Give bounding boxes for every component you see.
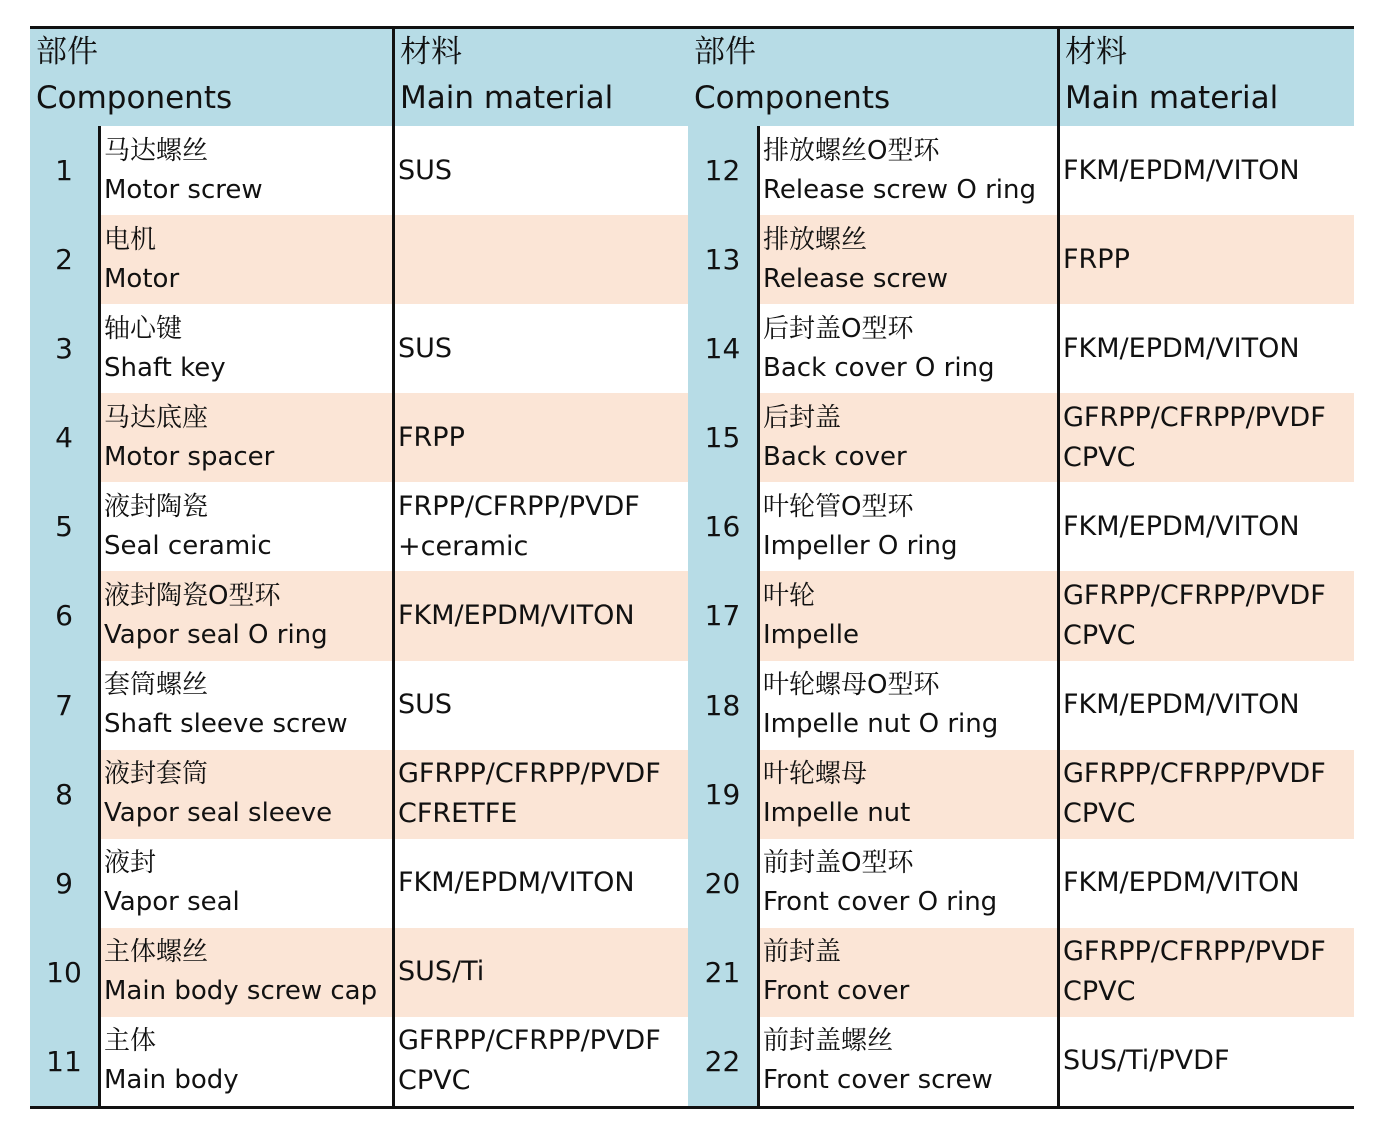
component-left-line1: 液封套筒	[104, 759, 209, 790]
row-number-left	[30, 661, 98, 750]
component-right-line1: 叶轮管O型环	[763, 491, 914, 522]
material-right-line2: CPVC	[1063, 798, 1136, 830]
column-divider	[757, 126, 760, 1106]
material-left	[392, 661, 688, 750]
material-right-line1: FKM/EPDM/VITON	[1063, 332, 1300, 364]
material-right-line1: FKM/EPDM/VITON	[1063, 867, 1300, 899]
material-left-line1: SUS	[398, 332, 453, 364]
component-right	[757, 839, 1057, 928]
table-row	[30, 393, 1354, 482]
row-number-right	[688, 215, 757, 304]
table-row	[30, 661, 1354, 750]
material-right	[1057, 1017, 1354, 1106]
component-right-line2: Front cover screw	[763, 1065, 993, 1096]
component-right-line1: 排放螺丝	[763, 224, 868, 255]
material-right-line1: FKM/EPDM/VITON	[1063, 689, 1300, 721]
row-number-left-text: 4	[55, 421, 73, 455]
material-right	[1057, 750, 1354, 839]
material-right-line1: FKM/EPDM/VITON	[1063, 510, 1300, 542]
material-left-line1: GFRPP/CFRPP/PVDF	[398, 1025, 661, 1057]
row-number-left	[30, 482, 98, 571]
row-number-right	[688, 839, 757, 928]
material-left-line1: SUS	[398, 689, 453, 721]
material-left	[392, 482, 688, 571]
material-left-line1: FRPP/CFRPP/PVDF	[398, 490, 640, 522]
material-right-line1: GFRPP/CFRPP/PVDF	[1063, 401, 1326, 433]
component-right	[757, 304, 1057, 393]
column-divider	[1057, 29, 1060, 1106]
table-body	[30, 126, 1354, 1106]
component-left-line1: 主体	[104, 1026, 157, 1057]
component-right-line1: 后封盖O型环	[763, 313, 914, 344]
material-right	[1057, 304, 1354, 393]
material-right-line2: CPVC	[1063, 441, 1136, 473]
component-right-line2: Impelle nut O ring	[763, 709, 999, 740]
row-number-right-text: 20	[704, 866, 741, 900]
header-right-components-en: Components	[694, 80, 891, 116]
component-left	[98, 482, 392, 571]
component-left-line2: Main body screw cap	[104, 976, 378, 1007]
header-left-material	[394, 29, 688, 126]
material-right	[1057, 393, 1354, 482]
material-left	[392, 304, 688, 393]
component-right-line1: 排放螺丝O型环	[763, 135, 940, 166]
material-right	[1057, 126, 1354, 215]
component-left-line1: 马达底座	[104, 402, 209, 433]
row-number-right-text: 13	[704, 243, 741, 277]
row-number-right-text: 16	[704, 510, 741, 544]
material-right	[1057, 839, 1354, 928]
table-row	[30, 482, 1354, 571]
component-right-line2: Front cover	[763, 976, 910, 1007]
row-number-left-text: 8	[55, 777, 73, 811]
component-left-line1: 轴心键	[104, 313, 183, 344]
header-left-components-cn: 部件	[36, 34, 98, 70]
component-left-line2: Vapor seal	[104, 887, 240, 918]
material-left	[392, 928, 688, 1017]
component-left-line1: 套筒螺丝	[104, 670, 209, 701]
material-right	[1057, 571, 1354, 660]
material-right-line1: FRPP	[1063, 243, 1130, 275]
row-number-left-text: 2	[55, 243, 73, 277]
component-right	[757, 215, 1057, 304]
header-right-material-cn: 材料	[1065, 34, 1127, 70]
row-number-right-text: 14	[704, 332, 741, 366]
component-left-line2: Vapor seal O ring	[104, 619, 328, 650]
component-right	[757, 482, 1057, 571]
row-number-left-text: 1	[55, 154, 73, 188]
row-number-right	[688, 571, 757, 660]
header-left-material-en: Main material	[400, 80, 614, 116]
component-right	[757, 750, 1057, 839]
component-left-line1: 液封陶瓷O型环	[104, 580, 281, 611]
component-right-line1: 后封盖	[763, 402, 842, 433]
header-left-components-en: Components	[36, 80, 233, 116]
component-right	[757, 126, 1057, 215]
table-row	[30, 839, 1354, 928]
component-left	[98, 304, 392, 393]
component-left	[98, 393, 392, 482]
row-number-left	[30, 215, 98, 304]
row-number-left-text: 6	[55, 599, 73, 633]
table-row	[30, 126, 1354, 215]
table-row	[30, 750, 1354, 839]
material-left-line1: FKM/EPDM/VITON	[398, 599, 635, 631]
component-right-line2: Front cover O ring	[763, 887, 998, 918]
column-divider	[98, 126, 101, 1106]
table-header	[30, 29, 1354, 126]
row-number-left	[30, 928, 98, 1017]
component-left	[98, 750, 392, 839]
row-number-right	[688, 1017, 757, 1106]
material-left-line1: FRPP	[398, 421, 465, 453]
component-right-line1: 叶轮螺母	[763, 759, 868, 790]
component-left-line1: 液封	[104, 848, 157, 879]
row-number-right-text: 21	[704, 955, 741, 989]
component-right-line2: Impelle nut	[763, 798, 911, 829]
table-row	[30, 571, 1354, 660]
component-left-line2: Shaft key	[104, 352, 226, 383]
material-left	[392, 393, 688, 482]
component-left-line2: Shaft sleeve screw	[104, 709, 348, 740]
row-number-left-text: 11	[46, 1044, 82, 1078]
component-left-line1: 马达螺丝	[104, 135, 209, 166]
component-right-line2: Impeller O ring	[763, 530, 958, 561]
material-left-line2: +ceramic	[398, 530, 529, 562]
material-right-line1: SUS/Ti/PVDF	[1063, 1045, 1230, 1077]
row-number-right	[688, 126, 757, 215]
row-number-left	[30, 304, 98, 393]
material-left	[392, 571, 688, 660]
component-left-line2: Main body	[104, 1065, 239, 1096]
component-right-line2: Release screw O ring	[763, 174, 1036, 205]
bottom-border	[30, 1106, 1354, 1109]
row-number-right-text: 19	[704, 777, 741, 811]
row-number-right	[688, 750, 757, 839]
header-right-material	[1059, 29, 1354, 126]
component-left	[98, 571, 392, 660]
row-number-right	[688, 393, 757, 482]
material-left-line1: FKM/EPDM/VITON	[398, 867, 635, 899]
component-left-line1: 主体螺丝	[104, 937, 209, 968]
table-row	[30, 928, 1354, 1017]
header-right-components-cn: 部件	[694, 34, 756, 70]
row-number-left	[30, 571, 98, 660]
component-left	[98, 839, 392, 928]
component-left-line1: 电机	[104, 224, 157, 255]
component-right-line1: 前封盖	[763, 937, 842, 968]
component-left-line2: Motor screw	[104, 174, 263, 205]
material-right-line2: CPVC	[1063, 976, 1136, 1008]
material-left	[392, 215, 688, 304]
material-right	[1057, 928, 1354, 1017]
component-left	[98, 928, 392, 1017]
material-left	[392, 1017, 688, 1106]
material-right-line1: FKM/EPDM/VITON	[1063, 154, 1300, 186]
material-right	[1057, 661, 1354, 750]
header-left-components	[30, 29, 394, 126]
row-number-left-text: 3	[55, 332, 73, 366]
component-left	[98, 126, 392, 215]
header-right-material-en: Main material	[1065, 80, 1279, 116]
component-right	[757, 928, 1057, 1017]
row-number-left	[30, 839, 98, 928]
table-row	[30, 304, 1354, 393]
row-number-left-text: 5	[55, 510, 73, 544]
component-right-line2: Back cover O ring	[763, 352, 995, 383]
row-number-left	[30, 393, 98, 482]
header-left-material-cn: 材料	[400, 34, 462, 70]
row-number-right-text: 22	[704, 1044, 741, 1078]
material-right	[1057, 482, 1354, 571]
material-right	[1057, 215, 1354, 304]
table-row	[30, 215, 1354, 304]
material-right-line1: GFRPP/CFRPP/PVDF	[1063, 758, 1326, 790]
row-number-right-text: 12	[704, 154, 741, 188]
column-divider	[392, 29, 395, 1106]
row-number-left-text: 10	[46, 955, 82, 989]
row-number-left	[30, 750, 98, 839]
component-left-line2: Motor	[104, 263, 180, 294]
row-number-left	[30, 126, 98, 215]
row-number-left-text: 9	[55, 866, 73, 900]
material-right-line1: GFRPP/CFRPP/PVDF	[1063, 936, 1326, 968]
material-left-line1: GFRPP/CFRPP/PVDF	[398, 758, 661, 790]
material-right-line2: CPVC	[1063, 619, 1136, 651]
table-row	[30, 1017, 1354, 1106]
component-left-line2: Vapor seal sleeve	[104, 798, 333, 829]
component-right-line1: 叶轮螺母O型环	[763, 670, 940, 701]
material-left-line1: SUS	[398, 154, 453, 186]
header-right-components	[688, 29, 1059, 126]
component-right-line2: Impelle	[763, 619, 859, 650]
component-right	[757, 661, 1057, 750]
component-right	[757, 393, 1057, 482]
material-right-line1: GFRPP/CFRPP/PVDF	[1063, 579, 1326, 611]
component-left-line2: Seal ceramic	[104, 530, 272, 561]
material-left-line2: CPVC	[398, 1065, 471, 1097]
component-right-line2: Release screw	[763, 263, 949, 294]
component-right	[757, 1017, 1057, 1106]
material-left	[392, 750, 688, 839]
row-number-right-text: 18	[704, 688, 741, 722]
material-left-line1: SUS/Ti	[398, 956, 485, 988]
component-right-line2: Back cover	[763, 441, 907, 472]
row-number-right	[688, 928, 757, 1017]
component-left-line2: Motor spacer	[104, 441, 275, 472]
row-number-right	[688, 661, 757, 750]
component-right	[757, 571, 1057, 660]
row-number-right-text: 15	[704, 421, 741, 455]
component-left	[98, 661, 392, 750]
material-left	[392, 839, 688, 928]
row-number-left	[30, 1017, 98, 1106]
material-left	[392, 126, 688, 215]
component-left	[98, 1017, 392, 1106]
row-number-left-text: 7	[55, 688, 73, 722]
component-right-line1: 前封盖O型环	[763, 848, 914, 879]
components-materials-table	[30, 26, 1354, 1109]
row-number-right	[688, 304, 757, 393]
component-right-line1: 叶轮	[763, 580, 816, 611]
component-right-line1: 前封盖螺丝	[763, 1026, 894, 1057]
material-left-line2: CFRETFE	[398, 798, 518, 830]
row-number-right	[688, 482, 757, 571]
component-left	[98, 215, 392, 304]
row-number-right-text: 17	[704, 599, 741, 633]
component-left-line1: 液封陶瓷	[104, 491, 209, 522]
